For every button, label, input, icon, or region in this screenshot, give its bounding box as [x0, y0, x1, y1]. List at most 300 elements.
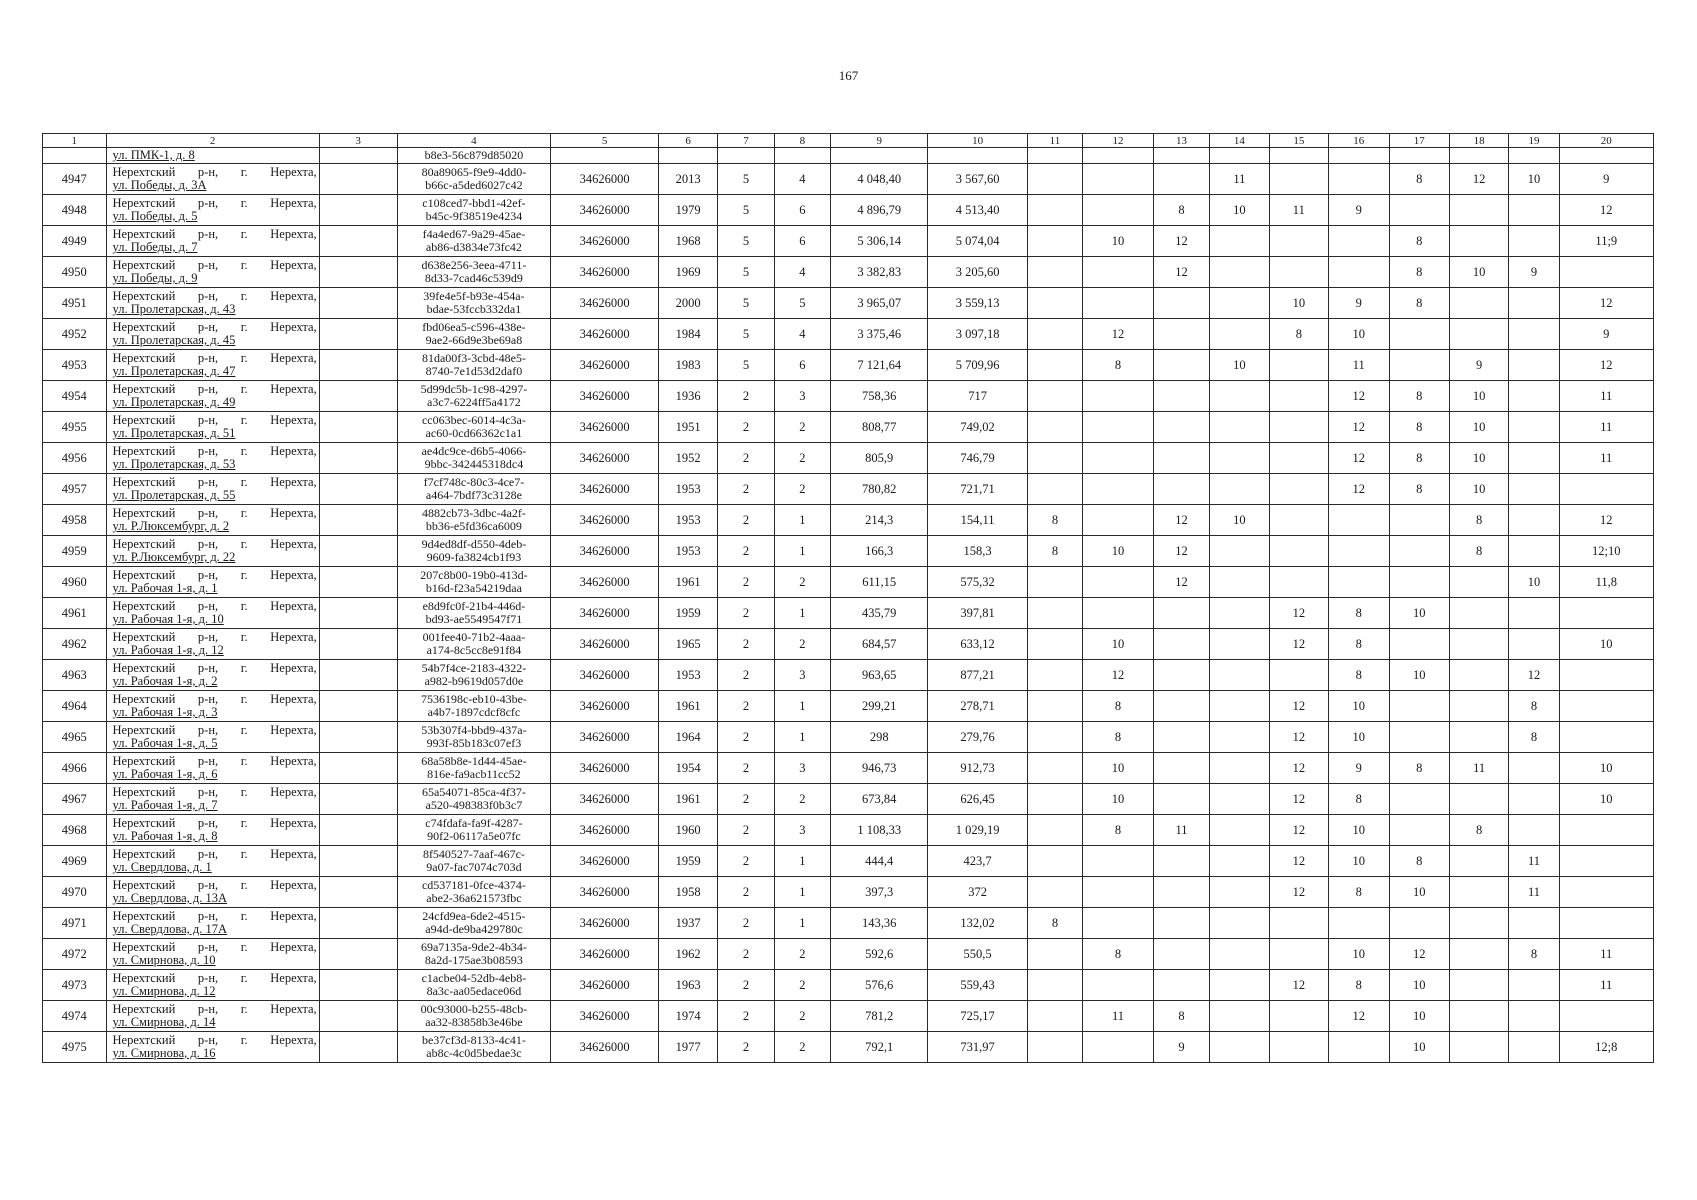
cell-c13: 12	[1153, 505, 1209, 536]
cell-c16: 12	[1329, 443, 1389, 474]
guid-line-1: 207c8b00-19b0-413d-	[420, 568, 528, 582]
cell-c11	[1027, 598, 1082, 629]
cell-c12	[1083, 970, 1154, 1001]
cell-c20: 11	[1559, 381, 1653, 412]
column-header-19: 19	[1509, 134, 1559, 148]
cell-c14	[1210, 939, 1269, 970]
cell-c9: 397,3	[831, 877, 928, 908]
cell-guid	[397, 1032, 551, 1063]
address-word: Нерехта,	[270, 1033, 317, 1047]
column-number-row	[43, 134, 1654, 148]
cell-c13	[1153, 784, 1209, 815]
address-line-2: ул. Пролетарская, д. 43	[112, 302, 236, 316]
cell-c5: 34626000	[551, 722, 659, 753]
cell-c14	[1210, 288, 1269, 319]
cell-c19: 8	[1509, 722, 1559, 753]
cell-c18	[1449, 970, 1508, 1001]
cell-c5: 34626000	[551, 1001, 659, 1032]
cell-c16: 8	[1329, 877, 1389, 908]
cell-c11	[1027, 753, 1082, 784]
address-word: Нерехта,	[270, 351, 317, 365]
cell-guid	[397, 598, 551, 629]
cell-c10: 746,79	[928, 443, 1027, 474]
address-word: г.	[240, 661, 248, 675]
cell-id: 4949	[43, 226, 107, 257]
cell-address	[106, 195, 319, 226]
guid-line-1: cc063bec-6014-4c3a-	[421, 413, 526, 427]
cell-c3	[319, 257, 397, 288]
cell-c15	[1269, 908, 1328, 939]
guid-line-2: 8d33-7cad46c539d9	[424, 271, 523, 285]
column-header-13: 13	[1153, 134, 1209, 148]
cell-c16: 10	[1329, 722, 1389, 753]
cell-c8: 1	[774, 505, 830, 536]
cell-id: 4957	[43, 474, 107, 505]
address-word: р-н,	[197, 475, 219, 489]
address-line-2: ул. Рабочая 1-я, д. 6	[112, 767, 218, 781]
guid-line-2: 90f2-06117a5e07fc	[427, 829, 521, 843]
cell-c18	[1449, 691, 1508, 722]
table-row	[43, 846, 1654, 877]
cell-c5: 34626000	[551, 598, 659, 629]
cell-c12	[1083, 381, 1154, 412]
cell-c19	[1509, 474, 1559, 505]
cell-guid	[397, 536, 551, 567]
cell-c9: 946,73	[831, 753, 928, 784]
cell-guid	[397, 474, 551, 505]
cell-c16	[1329, 567, 1389, 598]
cell-c6: 1963	[658, 970, 717, 1001]
address-word: Нерехтский	[112, 537, 176, 551]
address-word: р-н,	[197, 320, 219, 334]
cell-address	[106, 1001, 319, 1032]
cell-c17	[1389, 505, 1449, 536]
cell-id: 4972	[43, 939, 107, 970]
cell-c12: 12	[1083, 660, 1154, 691]
cell-c15	[1269, 164, 1328, 195]
cell-c16: 12	[1329, 381, 1389, 412]
address-word: Нерехтский	[112, 661, 176, 675]
cell-c9: 444,4	[831, 846, 928, 877]
table-row	[43, 567, 1654, 598]
cell-c12	[1083, 846, 1154, 877]
column-header-16: 16	[1329, 134, 1389, 148]
cell-c10: 731,97	[928, 1032, 1027, 1063]
cell-c9: 592,6	[831, 939, 928, 970]
cell-c7: 2	[718, 815, 774, 846]
cell-c13: 12	[1153, 536, 1209, 567]
cell-c16: 12	[1329, 1001, 1389, 1032]
cell-c8: 2	[774, 970, 830, 1001]
cell-c3	[319, 567, 397, 598]
cell-id: 4953	[43, 350, 107, 381]
cell-c16: 8	[1329, 784, 1389, 815]
cell-c20	[1559, 722, 1653, 753]
cell-c18: 10	[1449, 257, 1508, 288]
cell-c14	[1210, 753, 1269, 784]
guid-line-1: 4882cb73-3dbc-4a2f-	[421, 506, 526, 520]
cell-c19	[1509, 412, 1559, 443]
address-word: г.	[240, 537, 248, 551]
cell-c16: 10	[1329, 846, 1389, 877]
cell-c6: 1936	[658, 381, 717, 412]
address-word: Нерехта,	[270, 568, 317, 582]
address-word: р-н,	[197, 382, 219, 396]
cell-c8: 1	[774, 877, 830, 908]
cell-c19: 11	[1509, 846, 1559, 877]
address-word: г.	[240, 227, 248, 241]
table-row	[43, 784, 1654, 815]
cell-guid	[397, 164, 551, 195]
cell-c13: 8	[1153, 195, 1209, 226]
cell-c14	[1210, 970, 1269, 1001]
cell-c10: 912,73	[928, 753, 1027, 784]
cell-c3	[319, 1001, 397, 1032]
guid-line-1: f4a4ed67-9a29-45ae-	[422, 227, 526, 241]
cell-c18: 10	[1449, 474, 1508, 505]
address-word: Нерехта,	[270, 413, 317, 427]
cell-c14: 10	[1210, 195, 1269, 226]
address-word: Нерехта,	[270, 816, 317, 830]
table-row	[43, 412, 1654, 443]
address-word: р-н,	[197, 506, 219, 520]
cell-id: 4950	[43, 257, 107, 288]
cell-guid	[397, 722, 551, 753]
table-row	[43, 505, 1654, 536]
cell-c6: 1977	[658, 1032, 717, 1063]
cell-c12: 10	[1083, 226, 1154, 257]
address-line-2: ул. Свердлова, д. 17А	[112, 922, 228, 936]
cell-address	[106, 443, 319, 474]
cell-c9: 4 048,40	[831, 164, 928, 195]
address-word: г.	[240, 909, 248, 923]
guid-line-2: 8a3c-aa05edace06d	[426, 984, 522, 998]
cell-id: 4974	[43, 1001, 107, 1032]
cell-c10: 423,7	[928, 846, 1027, 877]
cell-c14	[1210, 722, 1269, 753]
cell-c19	[1509, 908, 1559, 939]
address-word: р-н,	[197, 351, 219, 365]
cell-c6: 1953	[658, 536, 717, 567]
cell-c7: 5	[718, 164, 774, 195]
guid-line-1: e8d9fc0f-21b4-446d-	[422, 599, 526, 613]
cell-c20	[1559, 815, 1653, 846]
cell-c15	[1269, 567, 1328, 598]
table-row	[43, 908, 1654, 939]
guid-line-1: 68a58b8e-1d44-45ae-	[421, 754, 527, 768]
cell-guid	[397, 350, 551, 381]
cell-c19	[1509, 350, 1559, 381]
cell-c19	[1509, 505, 1559, 536]
cell-c3	[319, 877, 397, 908]
column-header-10: 10	[928, 134, 1027, 148]
cell-c14	[1210, 660, 1269, 691]
cell-c8: 5	[774, 288, 830, 319]
cell-c8: 4	[774, 257, 830, 288]
cell-guid	[397, 939, 551, 970]
cell-c10: 3 205,60	[928, 257, 1027, 288]
cell-c15	[1269, 660, 1328, 691]
cell-id: 4969	[43, 846, 107, 877]
column-header-18: 18	[1449, 134, 1508, 148]
cell-c15: 12	[1269, 784, 1328, 815]
cell-c16	[1329, 1032, 1389, 1063]
address-line-2: ул. Рабочая 1-я, д. 1	[112, 581, 218, 595]
guid-line-2: a982-b9619d057d0e	[424, 674, 524, 688]
cell-c7: 2	[718, 939, 774, 970]
address-line-2: ул. Свердлова, д. 13А	[112, 891, 228, 905]
cell-address	[106, 970, 319, 1001]
cell-c3	[319, 536, 397, 567]
guid-line-2: 9609-fa3824cb1f93	[426, 550, 522, 564]
cell-c15	[1269, 350, 1328, 381]
cell-c6: 1983	[658, 350, 717, 381]
cell-id: 4962	[43, 629, 107, 660]
cell-c17: 10	[1389, 660, 1449, 691]
cell-c3	[319, 443, 397, 474]
cell-c14: 10	[1210, 350, 1269, 381]
cell-c11	[1027, 164, 1082, 195]
cell-c12	[1083, 412, 1154, 443]
cell-c15: 12	[1269, 598, 1328, 629]
cell-c16	[1329, 505, 1389, 536]
cell-c19	[1509, 226, 1559, 257]
cell-c11	[1027, 629, 1082, 660]
cell-c19: 8	[1509, 691, 1559, 722]
cell-c6: 1961	[658, 691, 717, 722]
cell-c14	[1210, 815, 1269, 846]
cell-c18: 11	[1449, 753, 1508, 784]
cell-c19: 12	[1509, 660, 1559, 691]
cell-c11	[1027, 877, 1082, 908]
guid-line-1: 54b7f4ce-2183-4322-	[421, 661, 527, 675]
cell-c11	[1027, 195, 1082, 226]
cell-address	[106, 319, 319, 350]
address-word: Нерехта,	[270, 599, 317, 613]
address-word: Нерехта,	[270, 785, 317, 799]
cell-c11	[1027, 660, 1082, 691]
cell-c5: 34626000	[551, 505, 659, 536]
table-row	[43, 629, 1654, 660]
cell-id: 4968	[43, 815, 107, 846]
cell-c9: 298	[831, 722, 928, 753]
cell-address	[106, 350, 319, 381]
cell-c18	[1449, 195, 1508, 226]
cell-id: 4952	[43, 319, 107, 350]
cell-c19	[1509, 443, 1559, 474]
cell-c13	[1153, 753, 1209, 784]
address-word: Нерехта,	[270, 1002, 317, 1016]
cell-c6: 1961	[658, 784, 717, 815]
cell-c16: 8	[1329, 598, 1389, 629]
address-line-2: ул. Рабочая 1-я, д. 8	[112, 829, 218, 843]
cell-c14	[1210, 443, 1269, 474]
cell-c9: 758,36	[831, 381, 928, 412]
cell-c13	[1153, 846, 1209, 877]
cell-c19	[1509, 970, 1559, 1001]
cell-c5: 34626000	[551, 784, 659, 815]
cell-address	[106, 164, 319, 195]
cell-c6: 1961	[658, 567, 717, 598]
address-line: ул. ПМК-1, д. 8	[112, 148, 195, 162]
guid-line-2: abe2-36a621573fbc	[426, 891, 522, 905]
cell-c14	[1210, 567, 1269, 598]
table-row	[43, 877, 1654, 908]
cell-guid	[397, 288, 551, 319]
cell-c6: 1952	[658, 443, 717, 474]
cell-c13: 12	[1153, 567, 1209, 598]
cell-c20: 9	[1559, 319, 1653, 350]
guid-line-1: c74fdafa-fa9f-4287-	[425, 816, 523, 830]
cell-c12: 12	[1083, 319, 1154, 350]
cell-c18	[1449, 629, 1508, 660]
address-line-2: ул. Победы, д. 3А	[112, 178, 207, 192]
cell-c10: 4 513,40	[928, 195, 1027, 226]
cell-guid	[397, 319, 551, 350]
address-word: р-н,	[197, 630, 219, 644]
cell-c16: 8	[1329, 629, 1389, 660]
cell-c7: 2	[718, 691, 774, 722]
cell-address	[106, 815, 319, 846]
address-word: Нерехта,	[270, 692, 317, 706]
address-word: г.	[240, 258, 248, 272]
cell-c14	[1210, 598, 1269, 629]
guid-line-1: 65a54071-85ca-4f37-	[421, 785, 526, 799]
page-number: 167	[838, 68, 859, 83]
address-word: Нерехтский	[112, 940, 176, 954]
cell-c14	[1210, 784, 1269, 815]
cell-guid	[397, 443, 551, 474]
address-word: Нерехтский	[112, 723, 176, 737]
address-word: г.	[240, 196, 248, 210]
cell-c5: 34626000	[551, 164, 659, 195]
address-line-2: ул. Смирнова, д. 10	[112, 953, 216, 967]
cell-c20	[1559, 474, 1653, 505]
table-row	[43, 148, 1654, 164]
table-row	[43, 443, 1654, 474]
cell-c20: 10	[1559, 629, 1653, 660]
cell-c8: 2	[774, 1032, 830, 1063]
cell-c15	[1269, 1001, 1328, 1032]
cell-c18	[1449, 1032, 1508, 1063]
cell-c10: 279,76	[928, 722, 1027, 753]
cell-c15	[1269, 536, 1328, 567]
cell-c5: 34626000	[551, 939, 659, 970]
cell-c5: 34626000	[551, 1032, 659, 1063]
cell-guid	[397, 148, 551, 164]
address-word: р-н,	[197, 723, 219, 737]
cell-c19: 9	[1509, 257, 1559, 288]
address-word: Нерехтский	[112, 785, 176, 799]
cell-c20: 11	[1559, 443, 1653, 474]
cell-c13	[1153, 319, 1209, 350]
address-word: р-н,	[197, 599, 219, 613]
cell-c17	[1389, 536, 1449, 567]
cell-address	[106, 908, 319, 939]
cell-c11	[1027, 1001, 1082, 1032]
cell-c19	[1509, 629, 1559, 660]
cell-c13	[1153, 877, 1209, 908]
cell-c10: 278,71	[928, 691, 1027, 722]
address-word: р-н,	[197, 878, 219, 892]
table-row	[43, 939, 1654, 970]
table-row	[43, 226, 1654, 257]
cell-c18: 9	[1449, 350, 1508, 381]
cell-c9: 4 896,79	[831, 195, 928, 226]
cell-c12: 10	[1083, 753, 1154, 784]
cell-c13: 12	[1153, 226, 1209, 257]
column-header-14: 14	[1210, 134, 1269, 148]
cell-c5: 34626000	[551, 970, 659, 1001]
table-row	[43, 381, 1654, 412]
cell-c5: 34626000	[551, 319, 659, 350]
cell-c18	[1449, 226, 1508, 257]
column-header-7: 7	[718, 134, 774, 148]
cell-c5: 34626000	[551, 412, 659, 443]
cell-c11: 8	[1027, 908, 1082, 939]
address-word: Нерехта,	[270, 506, 317, 520]
cell-c8: 3	[774, 815, 830, 846]
cell-c7: 2	[718, 505, 774, 536]
cell-c11	[1027, 443, 1082, 474]
cell-address	[106, 753, 319, 784]
address-line-2: ул. Смирнова, д. 14	[112, 1015, 216, 1029]
cell-c12: 8	[1083, 939, 1154, 970]
cell-c8: 2	[774, 412, 830, 443]
cell-c8: 1	[774, 691, 830, 722]
cell-guid	[397, 412, 551, 443]
guid-line-2: ab8c-4c0d5bedae3c	[426, 1046, 522, 1060]
guid-line-2: b66c-a5ded6027c42	[425, 178, 523, 192]
cell-c19	[1509, 784, 1559, 815]
address-word: р-н,	[197, 444, 219, 458]
address-word: Нерехтский	[112, 847, 176, 861]
address-word: г.	[240, 351, 248, 365]
address-word: Нерехта,	[270, 382, 317, 396]
cell-c11	[1027, 846, 1082, 877]
guid-line-1: ae4dc9ce-d6b5-4066-	[421, 444, 527, 458]
address-word: Нерехтский	[112, 258, 176, 272]
cell-c7: 5	[718, 288, 774, 319]
guid-line-2: aa32-83858b3e46be	[425, 1015, 523, 1029]
address-word: р-н,	[197, 165, 219, 179]
address-word: г.	[240, 785, 248, 799]
cell-c16	[1329, 164, 1389, 195]
cell-c11	[1027, 319, 1082, 350]
address-word: г.	[240, 754, 248, 768]
cell-c3	[319, 381, 397, 412]
cell-c15: 12	[1269, 722, 1328, 753]
cell-c10: 397,81	[928, 598, 1027, 629]
address-word: г.	[240, 382, 248, 396]
cell-c7: 2	[718, 1001, 774, 1032]
cell-c3	[319, 753, 397, 784]
cell-c6: 1960	[658, 815, 717, 846]
cell-c18	[1449, 877, 1508, 908]
cell-c10: 372	[928, 877, 1027, 908]
cell-c15: 12	[1269, 815, 1328, 846]
cell-c10: 633,12	[928, 629, 1027, 660]
cell-c14	[1210, 381, 1269, 412]
column-header-1: 1	[43, 134, 107, 148]
cell-address	[106, 784, 319, 815]
address-word: г.	[240, 320, 248, 334]
cell-c19	[1509, 815, 1559, 846]
guid-line-2: 993f-85b183c07ef3	[426, 736, 522, 750]
cell-c3	[319, 412, 397, 443]
cell-c14	[1210, 908, 1269, 939]
guid-line-1: 7536198c-eb10-43be-	[420, 692, 527, 706]
